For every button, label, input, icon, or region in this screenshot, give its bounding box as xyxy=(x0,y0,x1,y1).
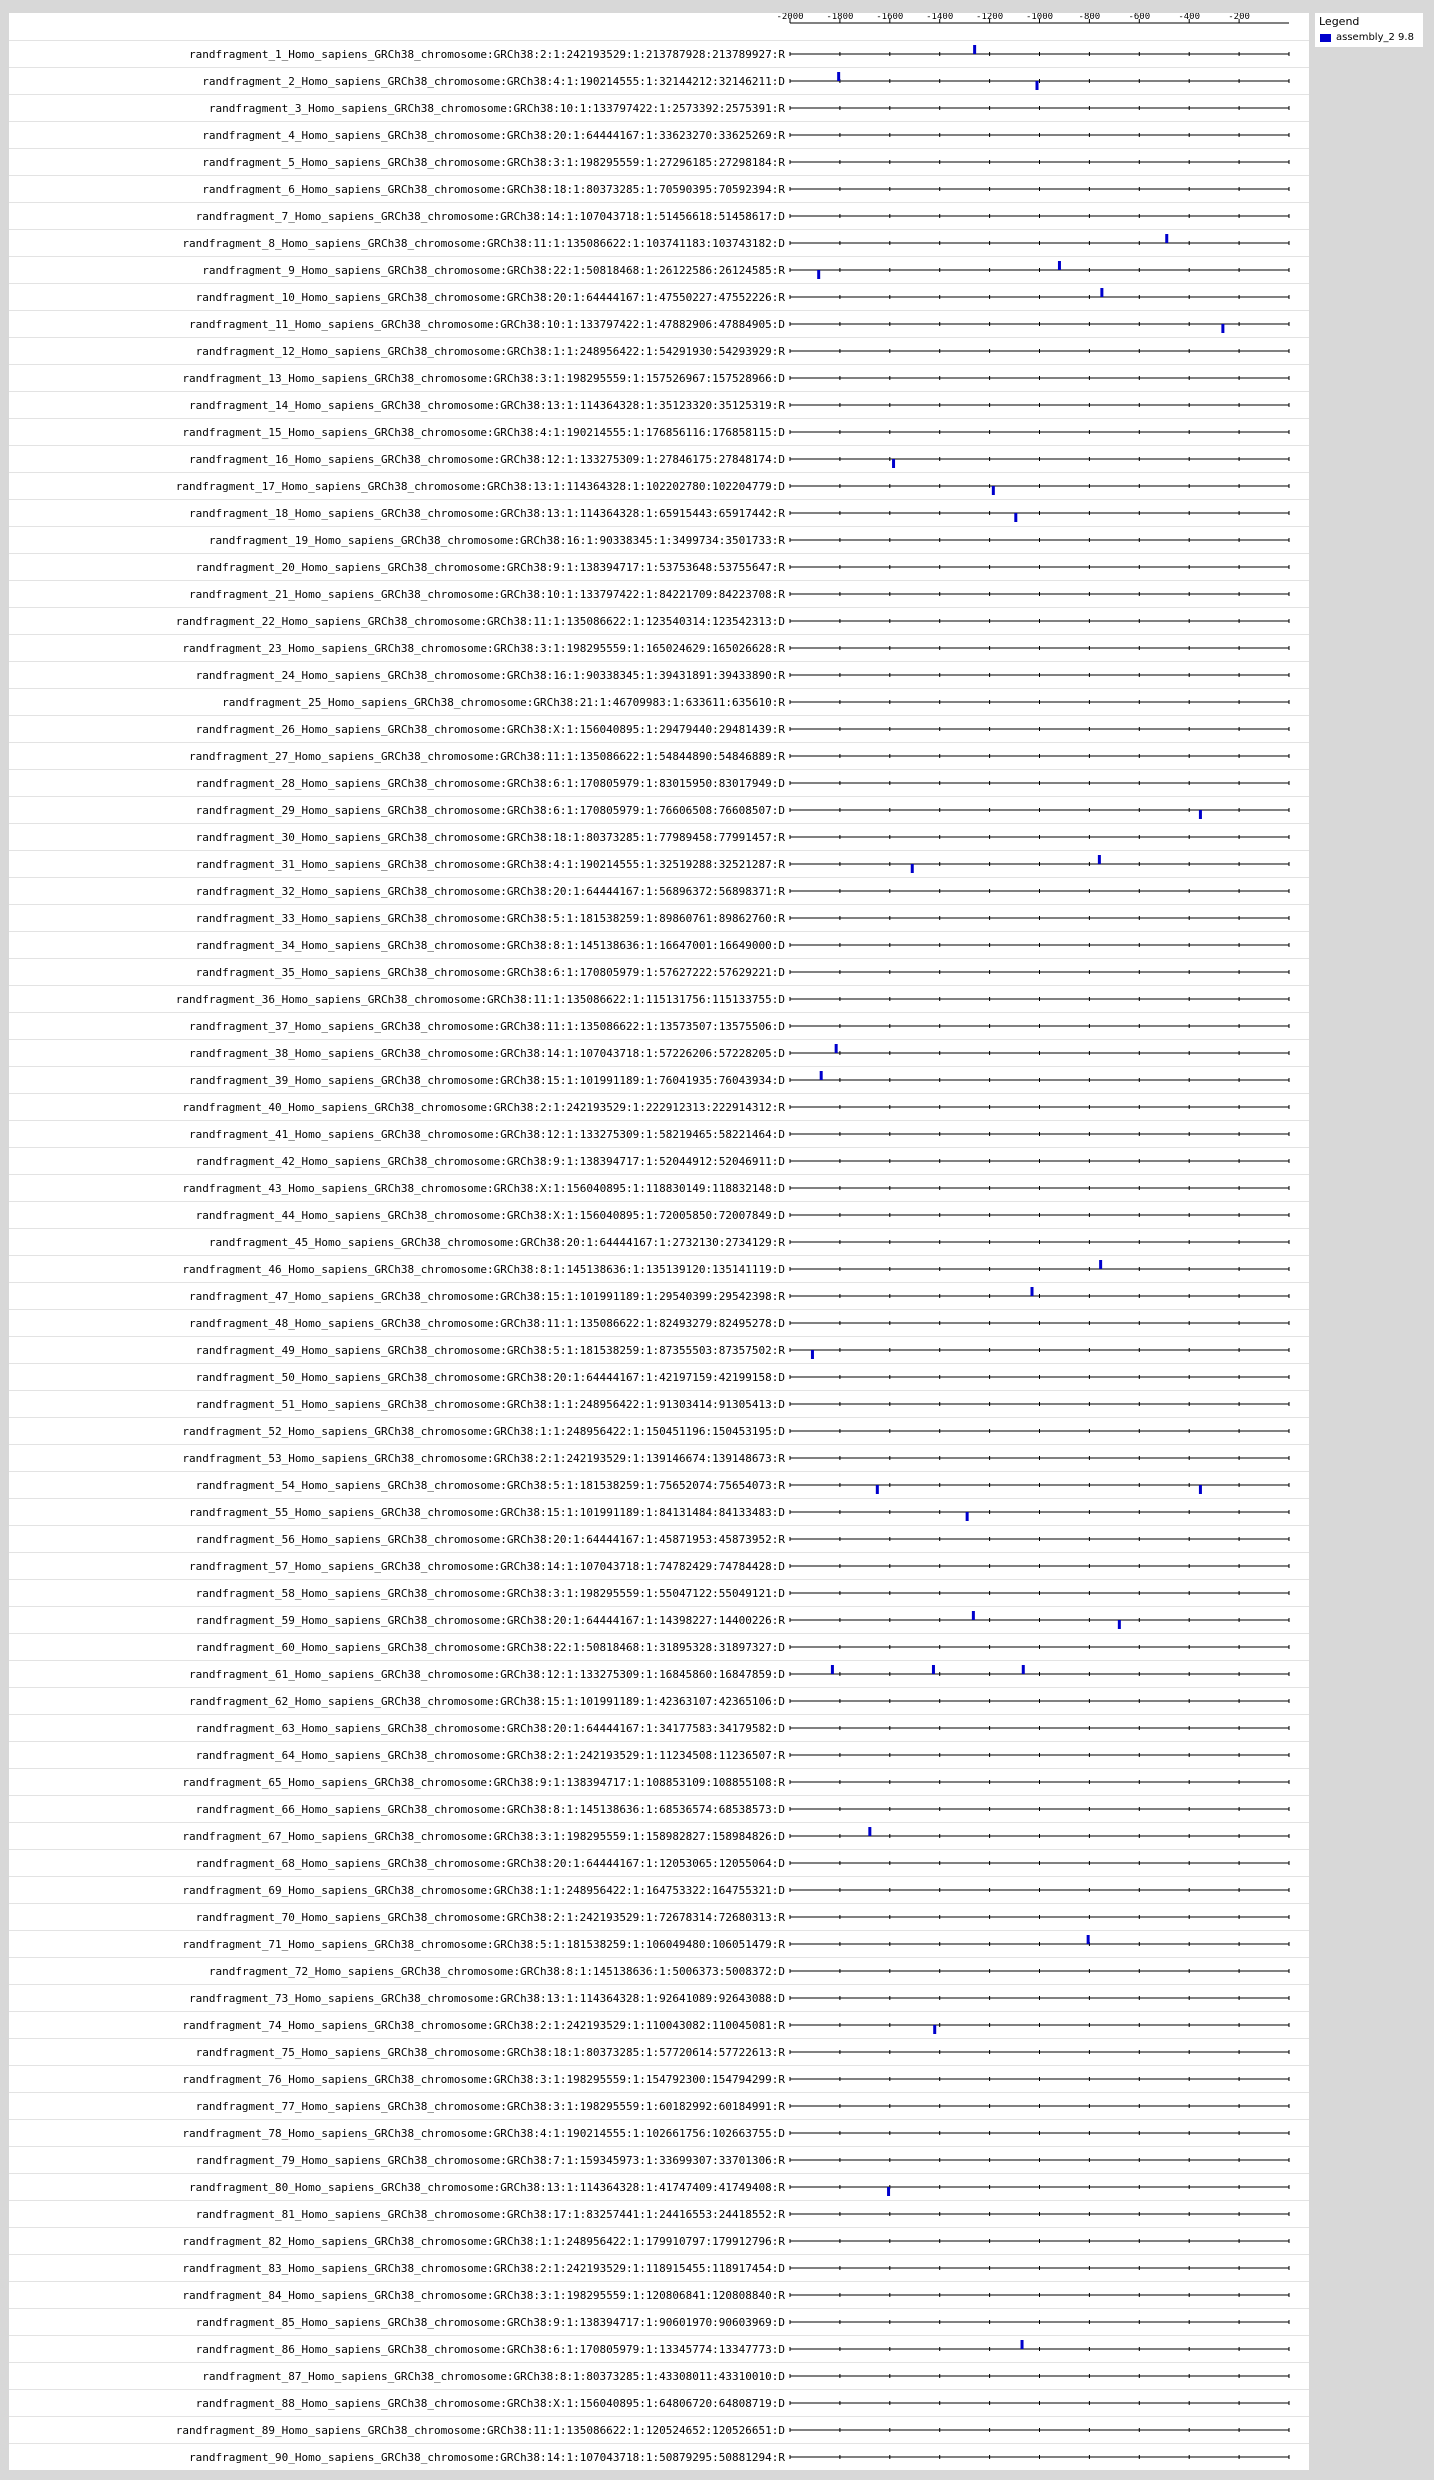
hit-marker xyxy=(1031,1287,1034,1296)
row-label: randfragment_53_Homo_sapiens_GRCh38_chromosome:GRCh38:2:1:242193529:1:139146674:139148673:R xyxy=(182,1452,785,1465)
row-label: randfragment_21_Homo_sapiens_GRCh38_chromosome:GRCh38:10:1:133797422:1:84221709:84223708:R xyxy=(188,588,785,601)
hit-marker xyxy=(992,486,995,495)
x-tick-label: -200 xyxy=(1228,13,1250,22)
row-label: randfragment_22_Homo_sapiens_GRCh38_chromosome:GRCh38:11:1:135086622:1:123540314:123542313:D xyxy=(175,615,785,628)
hit-marker xyxy=(972,1611,975,1620)
hit-marker xyxy=(837,72,840,81)
row-label: randfragment_84_Homo_sapiens_GRCh38_chromosome:GRCh38:3:1:198295559:1:120806841:120808840:R xyxy=(182,2289,785,2302)
row-label: randfragment_42_Homo_sapiens_GRCh38_chromosome:GRCh38:9:1:138394717:1:52044912:52046911:D xyxy=(195,1155,785,1168)
hit-marker xyxy=(876,1485,879,1494)
hit-marker xyxy=(820,1071,823,1080)
row-label: randfragment_72_Homo_sapiens_GRCh38_chromosome:GRCh38:8:1:145138636:1:5006373:5008372:D xyxy=(208,1965,785,1978)
x-tick-label: -1400 xyxy=(926,13,954,22)
legend-title: Legend xyxy=(1319,15,1360,28)
row-label: randfragment_56_Homo_sapiens_GRCh38_chromosome:GRCh38:20:1:64444167:1:45871953:45873952:R xyxy=(195,1533,785,1546)
row-label: randfragment_64_Homo_sapiens_GRCh38_chromosome:GRCh38:2:1:242193529:1:11234508:11236507:R xyxy=(195,1749,785,1762)
hit-marker xyxy=(1100,288,1103,297)
row-label: randfragment_33_Homo_sapiens_GRCh38_chromosome:GRCh38:5:1:181538259:1:89860761:89862760:R xyxy=(195,912,785,925)
hit-marker xyxy=(1087,1935,1090,1944)
row-label: randfragment_68_Homo_sapiens_GRCh38_chromosome:GRCh38:20:1:64444167:1:12053065:12055064:D xyxy=(195,1857,785,1870)
row-label: randfragment_61_Homo_sapiens_GRCh38_chromosome:GRCh38:12:1:133275309:1:16845860:16847859:D xyxy=(188,1668,785,1681)
row-label: randfragment_2_Homo_sapiens_GRCh38_chromosome:GRCh38:4:1:190214555:1:32144212:32146211:D xyxy=(202,75,785,88)
hit-marker xyxy=(811,1350,814,1359)
hit-marker xyxy=(1022,1665,1025,1674)
row-label: randfragment_39_Homo_sapiens_GRCh38_chromosome:GRCh38:15:1:101991189:1:76041935:76043934:D xyxy=(188,1074,785,1087)
hit-marker xyxy=(1058,261,1061,270)
chart-panel xyxy=(9,13,1309,2470)
hit-marker xyxy=(973,45,976,54)
hit-marker xyxy=(1021,2340,1024,2349)
row-label: randfragment_38_Homo_sapiens_GRCh38_chromosome:GRCh38:14:1:107043718:1:57226206:57228205:D xyxy=(188,1047,785,1060)
row-label: randfragment_35_Homo_sapiens_GRCh38_chromosome:GRCh38:6:1:170805979:1:57627222:57629221:D xyxy=(195,966,785,979)
row-label: randfragment_80_Homo_sapiens_GRCh38_chromosome:GRCh38:13:1:114364328:1:41747409:41749408:R xyxy=(188,2181,785,2194)
row-label: randfragment_65_Homo_sapiens_GRCh38_chromosome:GRCh38:9:1:138394717:1:108853109:108855108:R xyxy=(182,1776,785,1789)
row-label: randfragment_62_Homo_sapiens_GRCh38_chromosome:GRCh38:15:1:101991189:1:42363107:42365106:D xyxy=(188,1695,785,1708)
x-tick-label: -1600 xyxy=(876,13,904,22)
row-label: randfragment_12_Homo_sapiens_GRCh38_chromosome:GRCh38:1:1:248956422:1:54291930:54293929:R xyxy=(195,345,785,358)
row-label: randfragment_73_Homo_sapiens_GRCh38_chromosome:GRCh38:13:1:114364328:1:92641089:92643088:D xyxy=(188,1992,785,2005)
row-label: randfragment_9_Homo_sapiens_GRCh38_chromosome:GRCh38:22:1:50818468:1:26122586:26124585:R xyxy=(202,264,785,277)
legend-label: assembly_2 9.8 xyxy=(1336,32,1414,43)
row-label: randfragment_24_Homo_sapiens_GRCh38_chromosome:GRCh38:16:1:90338345:1:39431891:39433890:R xyxy=(195,669,785,682)
row-label: randfragment_4_Homo_sapiens_GRCh38_chromosome:GRCh38:20:1:64444167:1:33623270:33625269:R xyxy=(202,129,785,142)
row-label: randfragment_15_Homo_sapiens_GRCh38_chromosome:GRCh38:4:1:190214555:1:176856116:176858115:D xyxy=(182,426,785,439)
row-label: randfragment_52_Homo_sapiens_GRCh38_chromosome:GRCh38:1:1:248956422:1:150451196:150453195:D xyxy=(182,1425,785,1438)
row-label: randfragment_50_Homo_sapiens_GRCh38_chromosome:GRCh38:20:1:64444167:1:42197159:42199158:D xyxy=(195,1371,785,1384)
row-label: randfragment_25_Homo_sapiens_GRCh38_chromosome:GRCh38:21:1:46709983:1:633611:635610:R xyxy=(222,696,785,709)
row-label: randfragment_47_Homo_sapiens_GRCh38_chromosome:GRCh38:15:1:101991189:1:29540399:29542398:R xyxy=(188,1290,785,1303)
hit-marker xyxy=(868,1827,871,1836)
row-label: randfragment_45_Homo_sapiens_GRCh38_chromosome:GRCh38:20:1:64444167:1:2732130:2734129:R xyxy=(208,1236,785,1249)
hit-marker xyxy=(887,2187,890,2196)
row-label: randfragment_83_Homo_sapiens_GRCh38_chromosome:GRCh38:2:1:242193529:1:118915455:118917454:D xyxy=(182,2262,785,2275)
x-tick-label: -800 xyxy=(1078,13,1101,22)
row-label: randfragment_81_Homo_sapiens_GRCh38_chromosome:GRCh38:17:1:83257441:1:24416553:24418552:R xyxy=(195,2208,785,2221)
row-label: randfragment_55_Homo_sapiens_GRCh38_chromosome:GRCh38:15:1:101991189:1:84131484:84133483:D xyxy=(188,1506,785,1519)
row-label: randfragment_29_Homo_sapiens_GRCh38_chromosome:GRCh38:6:1:170805979:1:76606508:76608507:D xyxy=(195,804,785,817)
x-tick-label: -1200 xyxy=(976,13,1004,22)
hit-marker xyxy=(892,459,895,468)
row-label: randfragment_82_Homo_sapiens_GRCh38_chromosome:GRCh38:1:1:248956422:1:179910797:179912796:R xyxy=(182,2235,785,2248)
row-label: randfragment_63_Homo_sapiens_GRCh38_chromosome:GRCh38:20:1:64444167:1:34177583:34179582:D xyxy=(195,1722,785,1735)
hit-marker xyxy=(1199,1485,1202,1494)
row-label: randfragment_75_Homo_sapiens_GRCh38_chromosome:GRCh38:18:1:80373285:1:57720614:57722613:R xyxy=(195,2046,785,2059)
row-label: randfragment_1_Homo_sapiens_GRCh38_chromosome:GRCh38:2:1:242193529:1:213787928:213789927:R xyxy=(188,48,785,61)
row-label: randfragment_79_Homo_sapiens_GRCh38_chromosome:GRCh38:7:1:159345973:1:33699307:33701306:R xyxy=(195,2154,785,2167)
row-label: randfragment_6_Homo_sapiens_GRCh38_chromosome:GRCh38:18:1:80373285:1:70590395:70592394:R xyxy=(202,183,785,196)
hit-marker xyxy=(1036,81,1039,90)
row-label: randfragment_19_Homo_sapiens_GRCh38_chromosome:GRCh38:16:1:90338345:1:3499734:3501733:R xyxy=(208,534,785,547)
row-label: randfragment_49_Homo_sapiens_GRCh38_chromosome:GRCh38:5:1:181538259:1:87355503:87357502:R xyxy=(195,1344,785,1357)
row-label: randfragment_16_Homo_sapiens_GRCh38_chromosome:GRCh38:12:1:133275309:1:27846175:27848174:D xyxy=(188,453,785,466)
row-label: randfragment_10_Homo_sapiens_GRCh38_chromosome:GRCh38:20:1:64444167:1:47550227:47552226:R xyxy=(195,291,785,304)
row-label: randfragment_86_Homo_sapiens_GRCh38_chromosome:GRCh38:6:1:170805979:1:13345774:13347773:D xyxy=(195,2343,785,2356)
row-label: randfragment_77_Homo_sapiens_GRCh38_chromosome:GRCh38:3:1:198295559:1:60182992:60184991:R xyxy=(195,2100,785,2113)
legend xyxy=(1315,13,1423,47)
hit-marker xyxy=(1099,1260,1102,1269)
row-label: randfragment_57_Homo_sapiens_GRCh38_chromosome:GRCh38:14:1:107043718:1:74782429:74784428:D xyxy=(188,1560,785,1573)
hit-marker xyxy=(831,1665,834,1674)
row-label: randfragment_20_Homo_sapiens_GRCh38_chromosome:GRCh38:9:1:138394717:1:53753648:53755647:R xyxy=(195,561,785,574)
hit-marker xyxy=(817,270,820,279)
row-label: randfragment_67_Homo_sapiens_GRCh38_chromosome:GRCh38:3:1:198295559:1:158982827:158984826:D xyxy=(182,1830,785,1843)
row-label: randfragment_90_Homo_sapiens_GRCh38_chromosome:GRCh38:14:1:107043718:1:50879295:50881294:R xyxy=(188,2451,785,2464)
row-label: randfragment_11_Homo_sapiens_GRCh38_chromosome:GRCh38:10:1:133797422:1:47882906:47884905:D xyxy=(188,318,785,331)
row-label: randfragment_60_Homo_sapiens_GRCh38_chromosome:GRCh38:22:1:50818468:1:31895328:31897327:D xyxy=(195,1641,785,1654)
fragment-plot xyxy=(9,13,1309,2470)
hit-marker xyxy=(932,1665,935,1674)
row-label: randfragment_26_Homo_sapiens_GRCh38_chromosome:GRCh38:X:1:156040895:1:29479440:29481439:R xyxy=(195,723,785,736)
row-label: randfragment_36_Homo_sapiens_GRCh38_chromosome:GRCh38:11:1:135086622:1:115131756:115133755:D xyxy=(175,993,785,1006)
row-label: randfragment_7_Homo_sapiens_GRCh38_chromosome:GRCh38:14:1:107043718:1:51456618:51458617:D xyxy=(195,210,785,223)
row-label: randfragment_78_Homo_sapiens_GRCh38_chromosome:GRCh38:4:1:190214555:1:102661756:102663755:D xyxy=(182,2127,785,2140)
x-tick-label: -2000 xyxy=(776,13,804,22)
row-label: randfragment_66_Homo_sapiens_GRCh38_chromosome:GRCh38:8:1:145138636:1:68536574:68538573:D xyxy=(195,1803,785,1816)
row-label: randfragment_44_Homo_sapiens_GRCh38_chromosome:GRCh38:X:1:156040895:1:72005850:72007849:D xyxy=(195,1209,785,1222)
row-label: randfragment_40_Homo_sapiens_GRCh38_chromosome:GRCh38:2:1:242193529:1:222912313:222914312:R xyxy=(182,1101,785,1114)
row-label: randfragment_28_Homo_sapiens_GRCh38_chromosome:GRCh38:6:1:170805979:1:83015950:83017949:D xyxy=(195,777,785,790)
row-label: randfragment_59_Homo_sapiens_GRCh38_chromosome:GRCh38:20:1:64444167:1:14398227:14400226:R xyxy=(195,1614,785,1627)
hit-marker xyxy=(1118,1620,1121,1629)
hit-marker xyxy=(933,2025,936,2034)
hit-marker xyxy=(1014,513,1017,522)
row-label: randfragment_87_Homo_sapiens_GRCh38_chromosome:GRCh38:8:1:80373285:1:43308011:43310010:D xyxy=(202,2370,785,2383)
row-label: randfragment_41_Homo_sapiens_GRCh38_chromosome:GRCh38:12:1:133275309:1:58219465:58221464:D xyxy=(188,1128,785,1141)
row-label: randfragment_32_Homo_sapiens_GRCh38_chromosome:GRCh38:20:1:64444167:1:56896372:56898371:R xyxy=(195,885,785,898)
row-label: randfragment_3_Homo_sapiens_GRCh38_chromosome:GRCh38:10:1:133797422:1:2573392:2575391:R xyxy=(208,102,785,115)
row-label: randfragment_85_Homo_sapiens_GRCh38_chromosome:GRCh38:9:1:138394717:1:90601970:90603969:D xyxy=(195,2316,785,2329)
x-tick-label: -600 xyxy=(1128,13,1151,22)
row-label: randfragment_27_Homo_sapiens_GRCh38_chromosome:GRCh38:11:1:135086622:1:54844890:54846889:R xyxy=(188,750,785,763)
hit-marker xyxy=(966,1512,969,1521)
row-label: randfragment_23_Homo_sapiens_GRCh38_chromosome:GRCh38:3:1:198295559:1:165024629:165026628:R xyxy=(182,642,785,655)
row-label: randfragment_70_Homo_sapiens_GRCh38_chromosome:GRCh38:2:1:242193529:1:72678314:72680313:R xyxy=(195,1911,785,1924)
row-label: randfragment_88_Homo_sapiens_GRCh38_chromosome:GRCh38:X:1:156040895:1:64806720:64808719:D xyxy=(195,2397,785,2410)
row-label: randfragment_14_Homo_sapiens_GRCh38_chromosome:GRCh38:13:1:114364328:1:35123320:35125319:R xyxy=(188,399,785,412)
row-label: randfragment_48_Homo_sapiens_GRCh38_chromosome:GRCh38:11:1:135086622:1:82493279:82495278:D xyxy=(188,1317,785,1330)
x-tick-label: -1800 xyxy=(826,13,854,22)
hit-marker xyxy=(1165,234,1168,243)
row-label: randfragment_34_Homo_sapiens_GRCh38_chromosome:GRCh38:8:1:145138636:1:16647001:16649000:D xyxy=(195,939,785,952)
row-label: randfragment_51_Homo_sapiens_GRCh38_chromosome:GRCh38:1:1:248956422:1:91303414:91305413:D xyxy=(195,1398,785,1411)
row-label: randfragment_37_Homo_sapiens_GRCh38_chromosome:GRCh38:11:1:135086622:1:13573507:13575506:D xyxy=(188,1020,785,1033)
hit-marker xyxy=(1098,855,1101,864)
hit-marker xyxy=(835,1044,838,1053)
row-label: randfragment_69_Homo_sapiens_GRCh38_chromosome:GRCh38:1:1:248956422:1:164753322:164755321:D xyxy=(182,1884,785,1897)
row-label: randfragment_46_Homo_sapiens_GRCh38_chromosome:GRCh38:8:1:145138636:1:135139120:135141119:D xyxy=(182,1263,785,1276)
row-label: randfragment_13_Homo_sapiens_GRCh38_chromosome:GRCh38:3:1:198295559:1:157526967:157528966:D xyxy=(182,372,785,385)
row-label: randfragment_74_Homo_sapiens_GRCh38_chromosome:GRCh38:2:1:242193529:1:110043082:110045081:R xyxy=(182,2019,785,2032)
row-label: randfragment_5_Homo_sapiens_GRCh38_chromosome:GRCh38:3:1:198295559:1:27296185:27298184:R xyxy=(202,156,785,169)
hit-marker xyxy=(1221,324,1224,333)
x-tick-label: -400 xyxy=(1178,13,1201,22)
row-label: randfragment_18_Homo_sapiens_GRCh38_chromosome:GRCh38:13:1:114364328:1:65915443:65917442:R xyxy=(188,507,785,520)
row-label: randfragment_31_Homo_sapiens_GRCh38_chromosome:GRCh38:4:1:190214555:1:32519288:32521287:R xyxy=(195,858,785,871)
x-tick-label: -1000 xyxy=(1025,13,1054,22)
hit-marker xyxy=(911,864,914,873)
row-label: randfragment_89_Homo_sapiens_GRCh38_chromosome:GRCh38:11:1:135086622:1:120524652:120526651:D xyxy=(175,2424,785,2437)
row-label: randfragment_76_Homo_sapiens_GRCh38_chromosome:GRCh38:3:1:198295559:1:154792300:154794299:R xyxy=(182,2073,785,2086)
row-label: randfragment_17_Homo_sapiens_GRCh38_chromosome:GRCh38:13:1:114364328:1:102202780:102204779:D xyxy=(175,480,785,493)
hit-marker xyxy=(1199,810,1202,819)
row-label: randfragment_43_Homo_sapiens_GRCh38_chromosome:GRCh38:X:1:156040895:1:118830149:118832148:D xyxy=(182,1182,785,1195)
row-label: randfragment_54_Homo_sapiens_GRCh38_chromosome:GRCh38:5:1:181538259:1:75652074:75654073:R xyxy=(195,1479,785,1492)
row-label: randfragment_58_Homo_sapiens_GRCh38_chromosome:GRCh38:3:1:198295559:1:55047122:55049121:D xyxy=(195,1587,785,1600)
row-label: randfragment_71_Homo_sapiens_GRCh38_chromosome:GRCh38:5:1:181538259:1:106049480:106051479:R xyxy=(182,1938,785,1951)
row-label: randfragment_30_Homo_sapiens_GRCh38_chromosome:GRCh38:18:1:80373285:1:77989458:77991457:R xyxy=(195,831,785,844)
legend-swatch xyxy=(1320,34,1331,42)
row-label: randfragment_8_Homo_sapiens_GRCh38_chromosome:GRCh38:11:1:135086622:1:103741183:103743182:D xyxy=(182,237,785,250)
